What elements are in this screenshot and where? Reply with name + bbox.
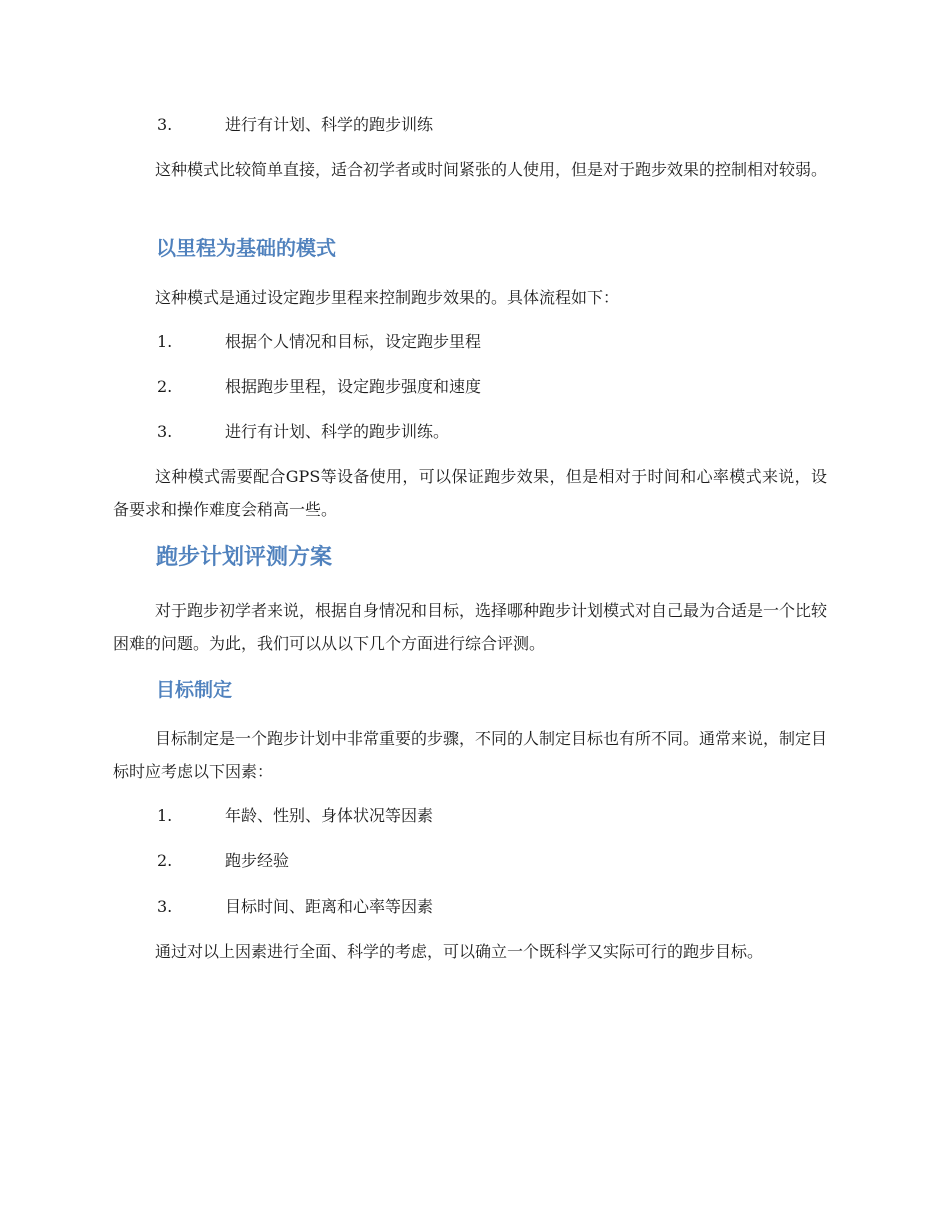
section-heading-evaluation: 跑步计划评测方案 xyxy=(156,545,333,570)
paragraph: 对于跑步初学者来说，根据自身情况和目标，选择哪种跑步计划模式对自己最为合适是一个比较困难的问题。为此，我们可以从以下几个方面进行综合评测。 xyxy=(113,601,828,653)
section-heading-goal: 目标制定 xyxy=(156,679,233,701)
list-item-text: 目标时间、距离和心率等因素 xyxy=(225,897,434,916)
list-item-text: 进行有计划、科学的跑步训练。 xyxy=(225,422,450,441)
list-item xyxy=(113,375,827,399)
list-item xyxy=(113,113,827,137)
paragraph: 通过对以上因素进行全面、科学的考虑，可以确立一个既科学又实际可行的跑步目标。 xyxy=(155,942,764,961)
list-item-number: 1. xyxy=(157,332,173,351)
list-item-text: 年龄、性别、身体状况等因素 xyxy=(225,806,434,825)
list-item-number: 2. xyxy=(157,377,173,396)
list-item xyxy=(113,849,827,873)
paragraph: 这种模式比较简单直接，适合初学者或时间紧张的人使用，但是对于跑步效果的控制相对较弱。 xyxy=(155,160,828,179)
list-item-number: 3. xyxy=(157,897,173,916)
list-item-number: 3. xyxy=(157,115,173,134)
list-item-text: 跑步经验 xyxy=(225,851,290,870)
list-item xyxy=(113,420,827,444)
list-item-text: 根据个人情况和目标，设定跑步里程 xyxy=(225,332,482,351)
list-item xyxy=(113,804,827,828)
paragraph: 这种模式是通过设定跑步里程来控制跑步效果的。具体流程如下： xyxy=(155,288,620,307)
list-item-text: 进行有计划、科学的跑步训练 xyxy=(225,115,434,134)
list-item-number: 1. xyxy=(157,806,173,825)
list-item-number: 2. xyxy=(157,851,173,870)
list-item-number: 3. xyxy=(157,422,173,441)
paragraph: 这种模式需要配合GPS等设备使用，可以保证跑步效果，但是相对于时间和心率模式来说，设备要求和操作难度会稍高一些。 xyxy=(113,467,827,519)
paragraph: 目标制定是一个跑步计划中非常重要的步骤，不同的人制定目标也有所不同。通常来说，制定目标时应考虑以下因素： xyxy=(113,729,828,781)
section-heading-mileage: 以里程为基础的模式 xyxy=(156,236,336,260)
list-item-text: 根据跑步里程，设定跑步强度和速度 xyxy=(225,377,482,396)
list-item xyxy=(113,895,827,919)
list-item xyxy=(113,330,827,354)
